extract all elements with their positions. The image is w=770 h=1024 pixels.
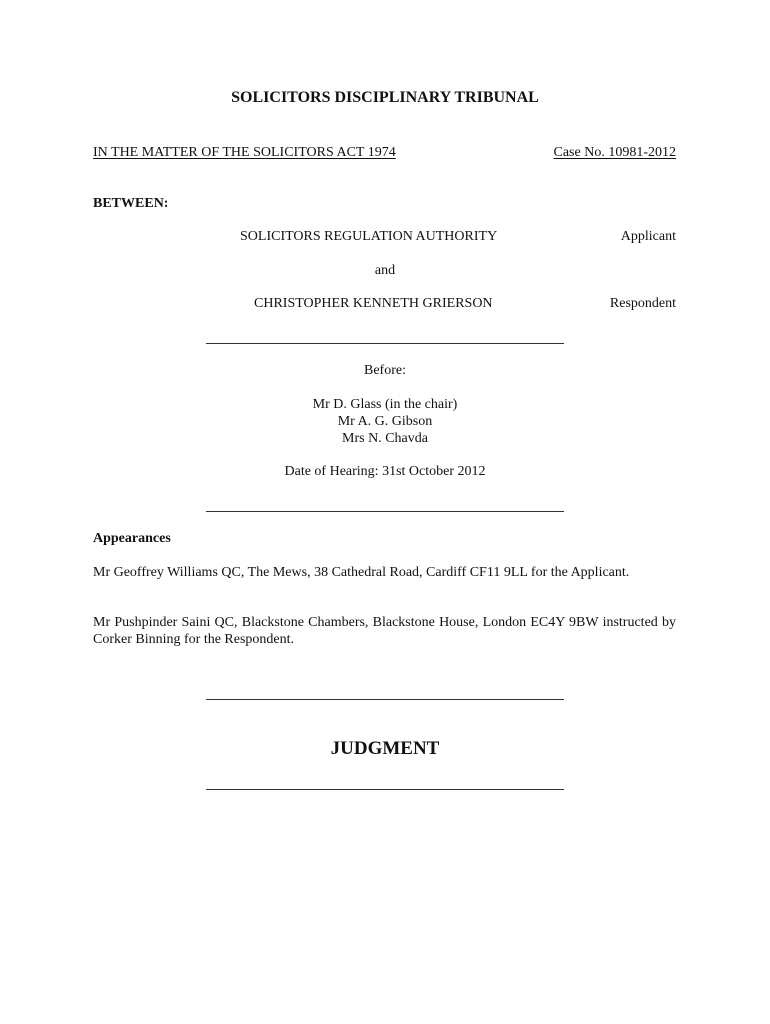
tribunal-title: SOLICITORS DISCIPLINARY TRIBUNAL [231,89,539,106]
panel-member: Mr D. Glass (in the chair) [312,397,458,412]
respondent-appearance: Mr Pushpinder Saini QC, Blackstone Chambers, Blackstone House, London EC4Y 9BW instructed by Corker Binning for the Respondent. [93,615,676,647]
panel-member: Mrs N. Chavda [342,431,428,446]
hearing-date: Date of Hearing: 31st October 2012 [284,464,486,479]
divider-line [206,789,564,790]
case-number: Case No. 10981-2012 [553,145,676,160]
applicant-role: Applicant [620,229,676,244]
between-label: BETWEEN: [93,196,169,211]
appearances-heading: Appearances [93,531,171,546]
respondent-role: Respondent [609,296,676,311]
before-label: Before: [364,363,406,378]
and-separator: and [374,263,396,278]
matter-heading: IN THE MATTER OF THE SOLICITORS ACT 1974 [93,145,396,160]
applicant-appearance: Mr Geoffrey Williams QC, The Mews, 38 Cathedral Road, Cardiff CF11 9LL for the Applicant. [93,565,630,580]
divider-line [206,343,564,344]
respondent-name: CHRISTOPHER KENNETH GRIERSON [254,296,493,311]
divider-line [206,511,564,512]
applicant-name: SOLICITORS REGULATION AUTHORITY [240,229,498,244]
panel-member: Mr A. G. Gibson [337,414,433,429]
divider-line [206,699,564,700]
judgment-heading: JUDGMENT [330,738,440,759]
